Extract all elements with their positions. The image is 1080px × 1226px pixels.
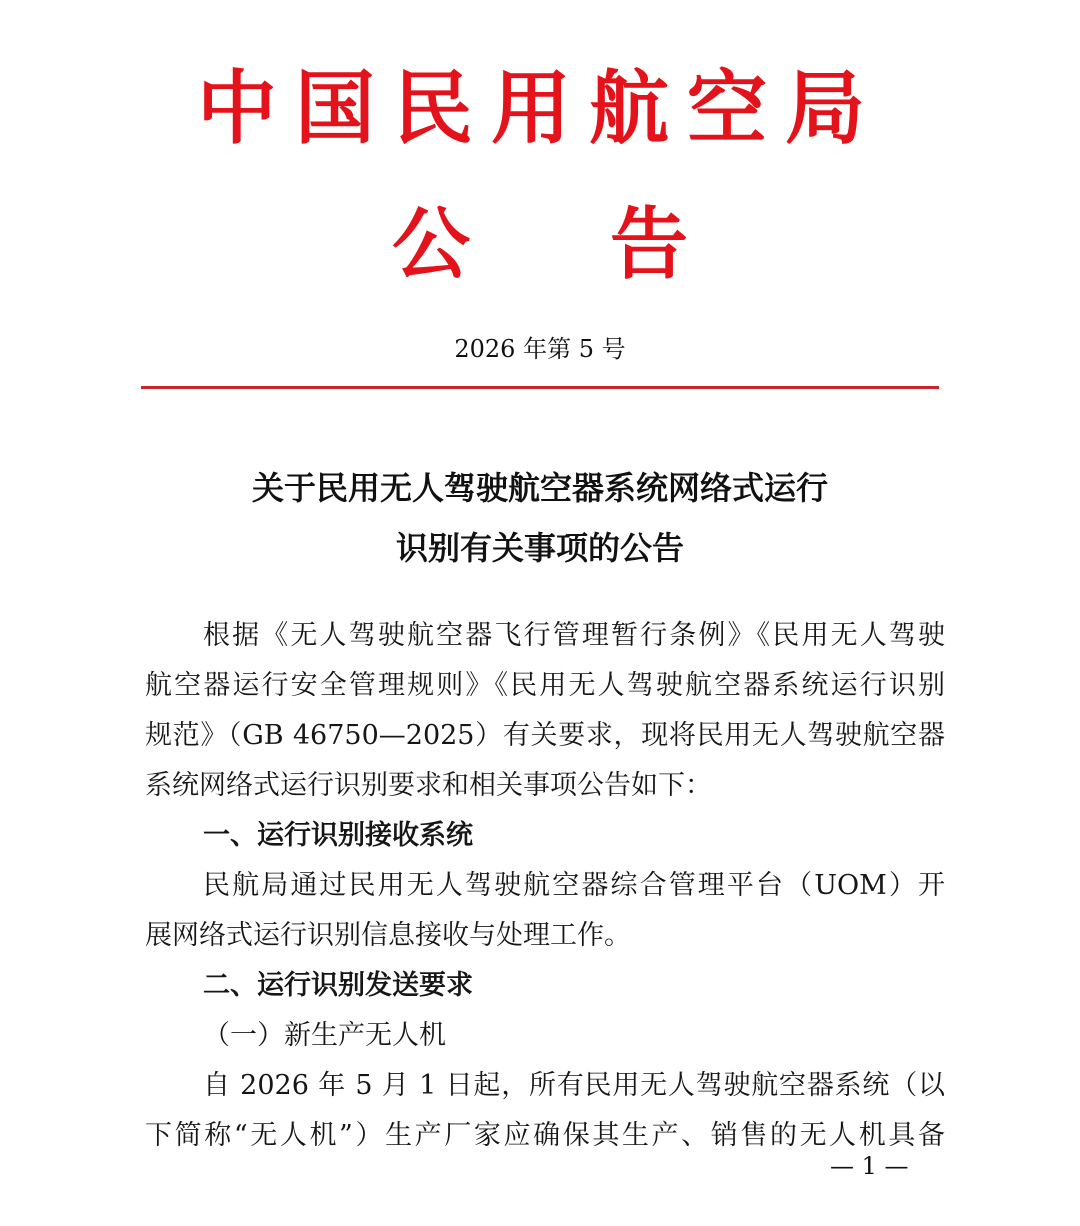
intro-paragraph-line: 根据《无人驾驶航空器飞行管理暂行条例》《民用无人驾驶 <box>203 620 945 651</box>
section-1-paragraph-line: 民航局通过民用无人驾驶航空器综合管理平台（UOM）开 <box>203 870 945 901</box>
subsection-1-paragraph-line: 自 2026 年 5 月 1 日起，所有民用无人驾驶航空器系统（以 <box>203 1070 945 1101</box>
document-body <box>145 611 945 1161</box>
document-type <box>0 195 1080 295</box>
document-title-line-1: 关于民用无人驾驶航空器系统网络式运行 <box>251 469 828 507</box>
document-title-line-2: 识别有关事项的公告 <box>395 529 684 567</box>
intro-paragraph-line: 系统网络式运行识别要求和相关事项公告如下： <box>145 770 712 801</box>
section-heading-1: 一、运行识别接收系统 <box>203 820 473 851</box>
page-number: — 1 — <box>830 1152 909 1180</box>
section-1-paragraph-line: 展网络式运行识别信息接收与处理工作。 <box>145 920 631 951</box>
subsection-1-paragraph-line: 下简称“无人机”）生产厂家应确保其生产、销售的无人机具备 <box>145 1120 945 1151</box>
red-separator-rule <box>141 386 939 389</box>
intro-paragraph-line: 规范》（GB 46750—2025）有关要求，现将民用无人驾驶航空器 <box>145 720 945 751</box>
section-heading-2: 二、运行识别发送要求 <box>203 970 473 1001</box>
document-type-char: 告 <box>610 199 689 290</box>
subsection-heading-1: （一）新生产无人机 <box>203 1020 446 1051</box>
document-number: 2026 年第 5 号 <box>454 335 626 363</box>
document-type-char: 公 <box>391 199 470 290</box>
agency-name: 中国民用航空局 <box>197 61 883 155</box>
intro-paragraph-line: 航空器运行安全管理规则》《民用无人驾驶航空器系统运行识别 <box>145 670 945 701</box>
